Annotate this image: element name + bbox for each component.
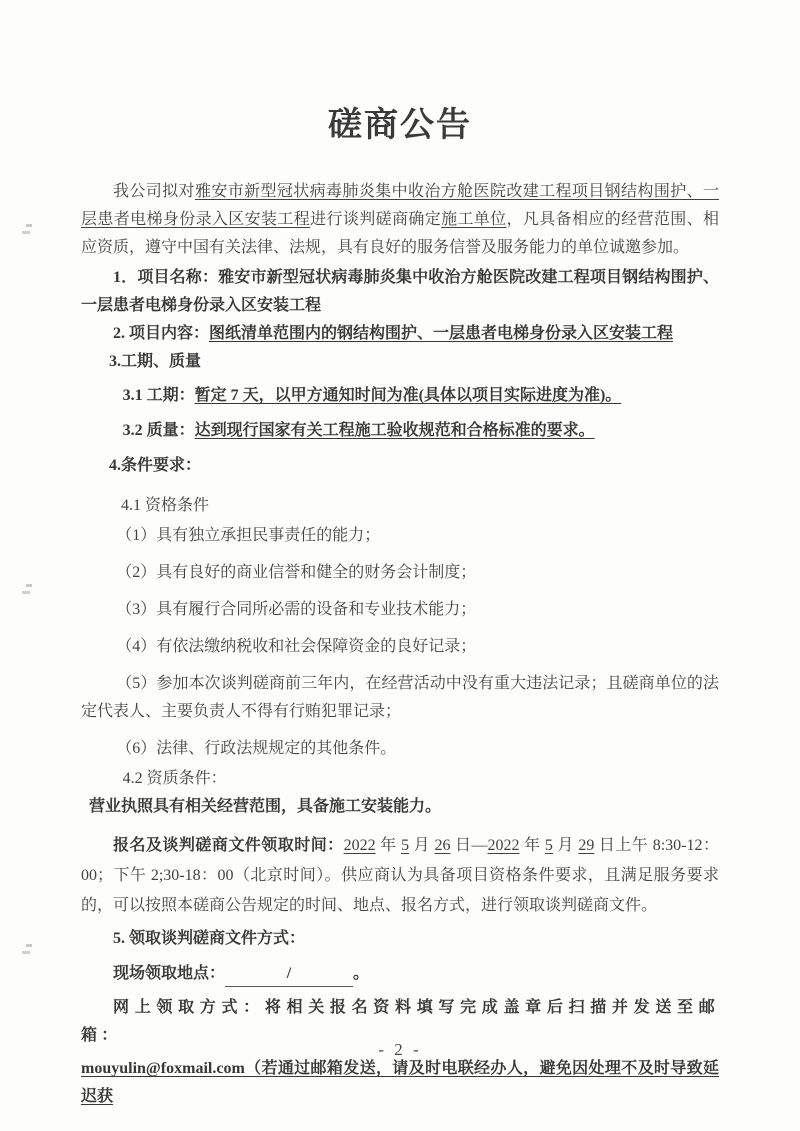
business-license-note: 营业执照具有相关经营范围，具备施工安装能力。	[89, 798, 442, 815]
email-address-underlined: mouyulin@foxmail.com（若通过邮箱发送，请及时电联经办人，避免因处理不及时导致延迟获	[81, 1060, 719, 1105]
item-3-1-duration	[81, 382, 719, 410]
registration-sep: 年	[375, 837, 402, 854]
intro-project-name-underlined: 雅安市新型冠状病毒肺炎集中收治方舱医院改建工程项目钢结构围护、一层患者电梯身份录入区安装工程	[81, 183, 719, 228]
onsite-pickup-label: 现场领取地点：	[113, 965, 226, 982]
registration-sep: 年	[519, 837, 545, 854]
document-content	[81, 0, 719, 1111]
intro-paragraph	[81, 178, 719, 262]
registration-month1-underlined: 5	[401, 837, 410, 854]
registration-tail-1: 日上午 8:30-12：00；	[81, 837, 719, 884]
document-title: 磋商公告	[328, 107, 472, 144]
item-3-1-label: 3.1 工期：	[122, 387, 195, 404]
scan-artifact	[22, 944, 32, 954]
condition-item-2: （2）具有良好的商业信誉和健全的财务会计制度；	[116, 564, 477, 581]
condition-item-3: （3）具有履行合同所必需的设备和专业技术能力；	[116, 601, 477, 618]
onsite-pickup-line	[81, 960, 719, 988]
registration-sep: 日—	[450, 837, 488, 854]
scan-artifact	[22, 584, 32, 594]
page-number: - 2 -	[378, 1040, 422, 1059]
section-5-heading: 5. 领取谈判磋商文件方式：	[113, 930, 306, 947]
item-2-project-content	[81, 320, 719, 348]
item-3-2-quality	[81, 417, 719, 445]
item-1-value: 雅安市新型冠状病毒肺炎集中收治方舱医院改建工程项目钢结构围护、一层患者电梯身份录入区安装工程	[81, 269, 719, 314]
condition-item-6: （6）法律、行政法规规定的其他条件。	[116, 740, 397, 757]
registration-month2-underlined: 5	[544, 837, 553, 854]
registration-sep: 月	[409, 837, 435, 854]
registration-time-paragraph	[81, 831, 719, 921]
intro-mid: 进行谈判磋商确定	[310, 211, 442, 228]
registration-year1-underlined: 2022	[343, 837, 376, 854]
section-3-heading: 3.工期、质量	[109, 353, 202, 370]
section-4-heading: 4.条件要求：	[109, 457, 202, 474]
registration-day2-underlined: 29	[578, 837, 595, 854]
item-3-1-value-underlined: 暂定 7 天，以甲方通知时间为准(具体以项目实际进度为准)。	[194, 387, 622, 404]
item-1-label: 1．项目名称：	[113, 269, 219, 286]
section-4-1-heading: 4.1 资格条件	[121, 497, 210, 514]
email-line	[81, 1055, 719, 1111]
item-2-value-underlined: 图纸清单范围内的钢结构围护、一层患者电梯身份录入区安装工程	[209, 325, 674, 342]
item-3-2-label: 3.2 质量：	[122, 422, 195, 439]
item-2-label: 2. 项目内容：	[113, 325, 210, 342]
registration-sep: 月	[552, 837, 579, 854]
registration-label: 报名及谈判磋商文件领取时间：	[113, 837, 344, 854]
intro-contractor-underlined: 施工单位	[441, 211, 507, 228]
scan-artifact	[22, 224, 32, 234]
condition-item-4: （4）有依法缴纳税收和社会保障资金的良好记录；	[116, 638, 477, 655]
section-4-2-heading: 4.2 资质条件：	[122, 770, 227, 787]
condition-item-5: （5）参加本次谈判磋商前三年内，在经营活动中没有重大违法记录；且磋商单位的法定代表人、主要负责人不得有行贿犯罪记录；	[81, 675, 719, 720]
registration-day1-underlined: 26	[434, 837, 451, 854]
online-pickup-line: 网上领取方式：将相关报名资料填写完成盖章后扫描并发送至邮箱：	[81, 999, 719, 1044]
onsite-pickup-blank: /	[225, 962, 353, 987]
registration-year2-underlined: 2022	[487, 837, 520, 854]
onsite-pickup-period: 。	[353, 965, 370, 982]
intro-lead: 我公司拟对	[113, 183, 195, 200]
condition-item-1: （1）具有独立承担民事责任的能力；	[116, 527, 381, 544]
item-1-project-name	[81, 264, 719, 320]
intro-tail: ，凡具备相应的经营范围、相应资质，遵守中国有关法律、法规，具有良好的服务信誉及服务能力的单位诚邀参加。	[81, 211, 719, 256]
item-3-2-value-underlined: 达到现行国家有关工程施工验收规范和合格标准的要求。	[194, 422, 595, 439]
registration-tail-2: 下午 2;30-18：00（北京时间）。供应商认为具备项目资格条件要求，且满足服务要求的，可以按照本磋商公告规定的时间、地点、报名方式，进行领取谈判磋商文件。	[81, 867, 719, 914]
